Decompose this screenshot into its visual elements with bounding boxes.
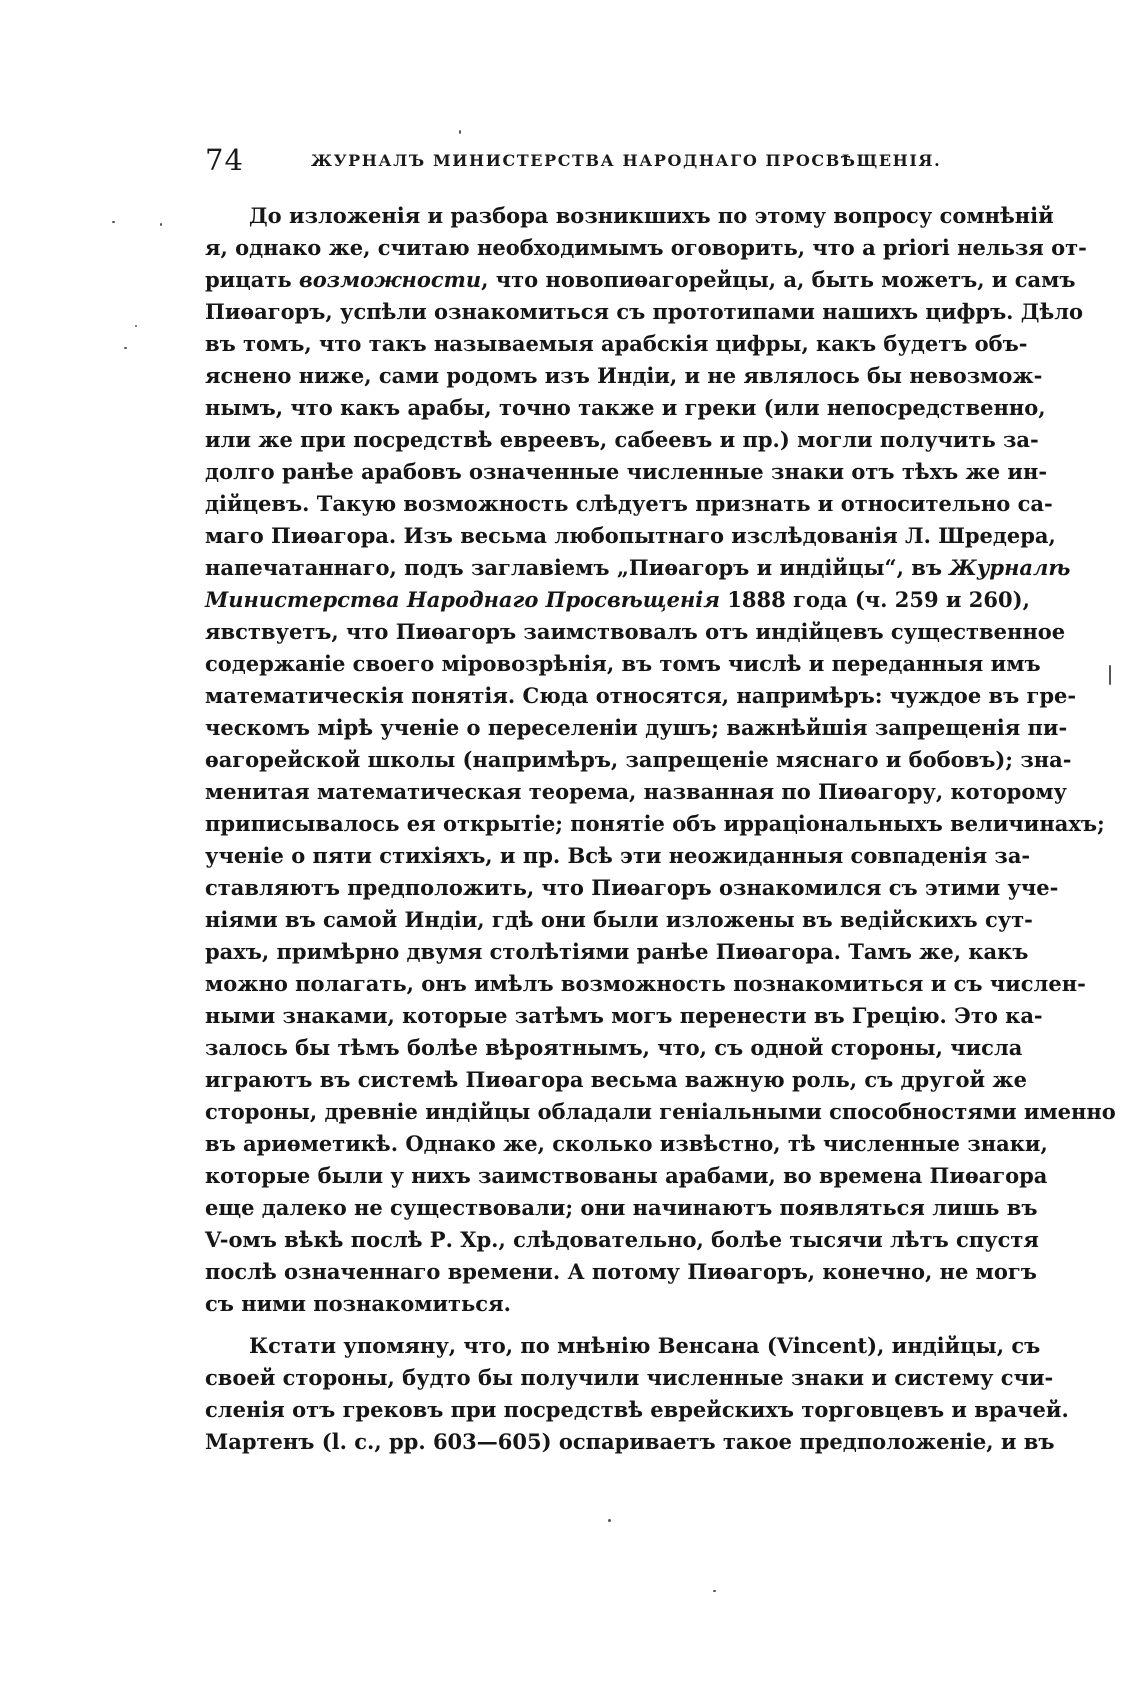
text-line: Мартенъ (l. c., pp. 603—605) оспариваетъ такое предположеніе, и въ (205, 1429, 1055, 1454)
text-line: въ томъ, что такъ называемыя арабскія цифры, какъ будетъ объ- (205, 331, 1028, 356)
text-line (205, 264, 1076, 296)
page-number: 74 (205, 143, 244, 177)
text-line: нымъ, что какъ арабы, точно также и греки (или непосредственно, (205, 395, 1046, 420)
scan-speck (1109, 665, 1111, 685)
text-line: рахъ, примѣрно двумя столѣтіями ранѣе Пиѳагора. Тамъ же, какъ (205, 939, 1029, 964)
text-line: съ ними познакомиться. (205, 1291, 511, 1316)
text-run: рицать (205, 267, 299, 292)
text-line: Пиѳагоръ, успѣли ознакомиться съ прототипами нашихъ цифръ. Дѣло (205, 299, 1084, 324)
text-line: своей стороны, будто бы получили численные знаки и систему счи- (205, 1365, 1054, 1390)
text-line: ніями въ самой Индіи, гдѣ они были изложены въ ведійскихъ сут- (205, 907, 1033, 932)
text-line: я, однако же, считаю необходимымъ оговорить, что a priori нельзя от- (205, 235, 1087, 260)
text-line: ставляютъ предположить, что Пиѳагоръ ознакомился съ этими уче- (205, 875, 1059, 900)
text-line: въ ариѳметикѣ. Однако же, сколько извѣстно, тѣ численные знаки, (205, 1131, 1048, 1156)
text-line: явствуетъ, что Пиѳагоръ заимствовалъ отъ индійцевъ существенное (205, 619, 1066, 644)
text-line: ученіе о пяти стихіяхъ, и пр. Всѣ эти неожиданныя совпаденія за- (205, 843, 1031, 868)
text-line: еще далеко не существовали; они начинаютъ появляться лишь въ (205, 1195, 1038, 1220)
scan-speck (160, 223, 162, 226)
scan-speck (459, 130, 461, 134)
text-line: играютъ въ системѣ Пиѳагора весьма важную роль, съ другой же (205, 1067, 1027, 1092)
scan-speck (124, 347, 127, 349)
italic-text-run: Журналѣ (949, 555, 1071, 580)
text-line: которые были у нихъ заимствованы арабами, во времена Пиѳагора (205, 1163, 1048, 1188)
body-text (205, 200, 1116, 1458)
journal-title: ЖУРНАЛЪ МИНИСТЕРСТВА НАРОДНАГО ПРОСВѢЩЕНІЯ. (311, 151, 942, 170)
text-line: послѣ означеннаго времени. А потому Пиѳагоръ, конечно, не могъ (205, 1259, 1037, 1284)
text-line: маго Пиѳагора. Изъ весьма любопытнаго изслѣдованія Л. Шредера, (205, 523, 1056, 548)
text-line: можно полагать, онъ имѣлъ возможность познакомиться и съ числен- (205, 971, 1086, 996)
text-line: менитая математическая теорема, названная по Пиѳагору, которому (205, 779, 1068, 804)
scan-speck (135, 325, 137, 327)
text-line: содержаніе своего міровозрѣнія, въ томъ числѣ и переданныя имъ (205, 651, 1041, 676)
text-line: стороны, древніе индійцы обладали геніальными способностями именно (205, 1099, 1116, 1124)
text-line (205, 584, 1030, 616)
scan-speck (112, 221, 115, 223)
text-line: приписывалось ея открытіе; понятіе объ ирраціональныхъ величинахъ; (205, 811, 1105, 836)
running-head (205, 143, 995, 183)
text-line: Кстати упомяну, что, по мнѣнію Венсана (Vincent), индійцы, съ (249, 1333, 1041, 1358)
text-line: ными знаками, которые затѣмъ могъ перенести въ Грецію. Это ка- (205, 1003, 1043, 1028)
text-line (205, 552, 1071, 584)
text-line: математическія понятія. Сюда относятся, напримѣръ: чуждое въ гре- (205, 683, 1077, 708)
italic-text-run: возможности (298, 267, 482, 292)
text-line: сленія отъ грековъ при посредствѣ еврейскихъ торговцевъ и врачей. (205, 1397, 1069, 1422)
scan-speck (608, 1519, 611, 1522)
text-line: дійцевъ. Такую возможность слѣдуетъ признать и относительно са- (205, 491, 1053, 516)
text-line: или же при посредствѣ евреевъ, сабеевъ и пр.) могли получить за- (205, 427, 1039, 452)
italic-text-run: Министерства Народнаго Просвѣщенія (205, 587, 720, 612)
scan-speck (713, 1590, 716, 1592)
text-line: ѳагорейской школы (напримѣръ, запрещеніе мяснаго и бобовъ); зна- (205, 747, 1072, 772)
text-line: долго ранѣе арабовъ означенные численные знаки отъ тѣхъ же ин- (205, 459, 1048, 484)
text-run: 1888 года (ч. 259 и 260), (719, 587, 1030, 612)
text-line: ческомъ мірѣ ученіе о переселеніи душъ; важнѣйшія запрещенія пи- (205, 715, 1068, 740)
text-run: напечатаннаго, подъ заглавіемъ „Пиѳагоръ и индійцы“, въ (205, 555, 950, 580)
text-line: До изложенія и разбора возникшихъ по этому вопросу сомнѣній (249, 203, 1054, 228)
text-line: яснено ниже, сами родомъ изъ Индіи, и не являлось бы невозмож- (205, 363, 1043, 388)
text-line: залось бы тѣмъ болѣе вѣроятнымъ, что, съ одной стороны, числа (205, 1035, 1023, 1060)
text-line: V-омъ вѣкѣ послѣ Р. Хр., слѣдовательно, болѣе тысячи лѣтъ спустя (205, 1227, 1039, 1252)
text-run: , что новопиѳагорейцы, а, быть можетъ, и самъ (481, 267, 1076, 292)
